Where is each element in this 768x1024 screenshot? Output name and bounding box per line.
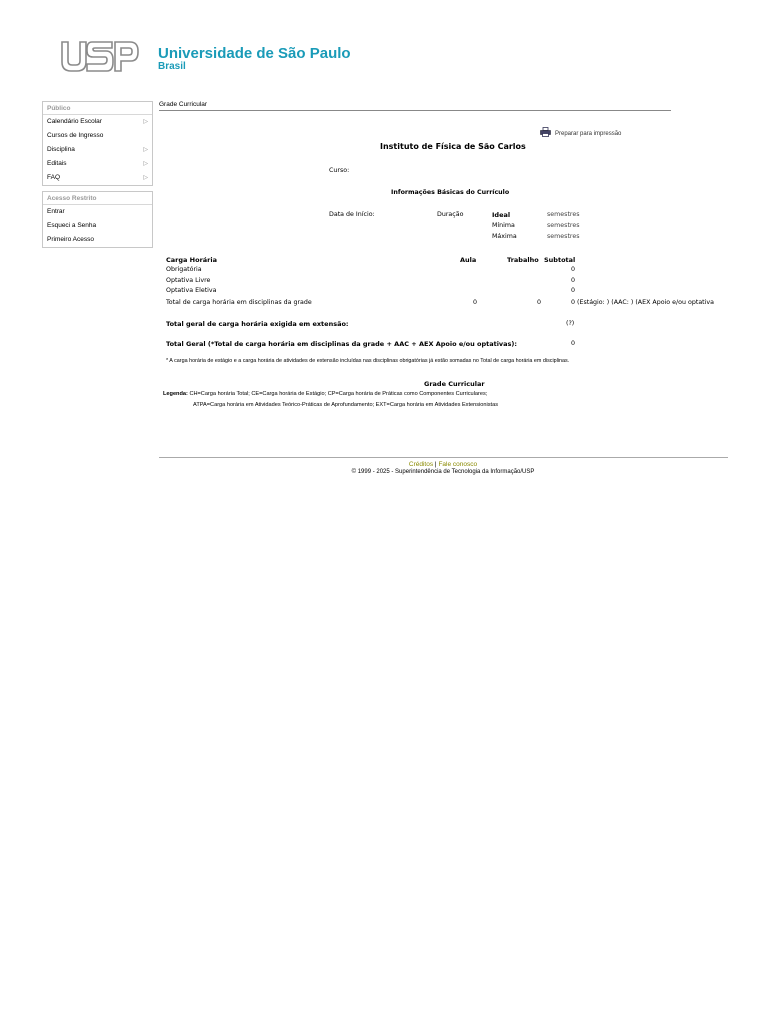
breadcrumb: Grade Curricular [159, 101, 208, 108]
row-subtotal: 0 [571, 277, 576, 284]
sidebar-item-label: Entrar [47, 208, 65, 215]
grand-total-label: Total Geral (*Total de carga horária em disciplinas da grade + AAC + AEX Apoio e/ou optativas): [166, 340, 517, 348]
duration-ideal-label: Ideal [492, 211, 511, 219]
chevron-right-icon: ▷ [143, 161, 148, 167]
sidebar-item-label: Cursos de Ingresso [47, 132, 104, 139]
chevron-right-icon: ▷ [143, 119, 148, 125]
col-subtotal: Subtotal [544, 256, 576, 264]
row-label: Optativa Livre [166, 277, 211, 284]
sidebar-item-label: FAQ [47, 174, 61, 181]
sidebar-item-calendario-escolar[interactable] [43, 115, 152, 129]
sidebar-item-label: Editais [47, 160, 67, 167]
public-menu [42, 101, 153, 186]
duration-min-label: Mínima [492, 222, 515, 229]
restricted-menu [42, 191, 153, 248]
breadcrumb-divider [159, 110, 671, 111]
legend-label: Legenda: [163, 391, 188, 397]
legend-text-1: CH=Carga horária Total; CE=Carga horária de Estágio; CP=Carga horária de Práticas como Componentes Curriculares; [189, 391, 488, 397]
restricted-menu-heading: Acesso Restrito [43, 192, 152, 205]
sidebar-item-cursos-de-ingresso[interactable] [43, 129, 152, 143]
workload-header: Carga Horária [166, 256, 217, 264]
row-subtotal: 0 [571, 266, 576, 273]
footer-divider [159, 457, 728, 458]
credits-link[interactable]: Créditos [408, 461, 434, 468]
sidebar-item-faq[interactable] [43, 171, 152, 185]
grand-total-value: 0 [571, 340, 576, 347]
sidebar-item-esqueci-a-senha[interactable] [43, 219, 152, 233]
university-country: Brasil [158, 61, 186, 72]
row-subtotal: 0 [571, 287, 576, 294]
sidebar-item-primeiro-acesso[interactable] [43, 233, 152, 247]
extension-label: Total geral de carga horária exigida em extensão: [166, 320, 349, 328]
total-subtotal: 0 (Estágio: ) (AAC: ) (AEX Apoio e/ou optativa [571, 299, 714, 306]
footer-links [0, 461, 768, 468]
sidebar-item-label: Disciplina [47, 146, 75, 153]
row-label: Obrigatória [166, 266, 202, 273]
chevron-right-icon: ▷ [143, 147, 148, 153]
col-trabalho: Trabalho [507, 256, 539, 264]
sidebar-item-label: Calendário Escolar [47, 118, 102, 125]
duration-max-label: Máxima [492, 233, 517, 240]
legend-line-1 [163, 391, 487, 397]
university-name: Universidade de São Paulo [158, 45, 351, 62]
row-label: Optativa Eletiva [166, 287, 217, 294]
basic-info-title: Informações Básicas do Currículo [391, 189, 510, 196]
course-label: Curso: [329, 167, 350, 174]
duration-label: Duração [437, 211, 464, 218]
legend-line-2: ATPA=Carga horária em Atividades Teórico-Práticas de Aprofundamento; EXT=Carga horária em Atividades Extensionistas [193, 402, 499, 408]
duration-min-unit: semestres [547, 222, 580, 229]
chevron-right-icon: ▷ [143, 175, 148, 181]
page-title: Instituto de Física de São Carlos [380, 142, 526, 151]
col-aula: Aula [460, 256, 477, 264]
public-menu-heading: Público [43, 102, 152, 115]
footer-separator: | [434, 461, 437, 468]
sidebar-item-entrar[interactable] [43, 205, 152, 219]
sidebar-item-disciplina[interactable] [43, 143, 152, 157]
duration-ideal-unit: semestres [547, 211, 580, 218]
copyright: © 1999 - 2025 - Superintendência de Tecnologia da Informação/USP [351, 469, 535, 475]
contact-link[interactable]: Fale conosco [438, 461, 478, 468]
printer-icon[interactable] [540, 127, 551, 137]
grade-title: Grade Curricular [424, 380, 485, 388]
footnote: * A carga horária de estágio e a carga horária de atividades de extensão incluídas nas disciplinas obrigatórias já estão somadas no Total de carga horária em disciplinas. [166, 358, 570, 364]
total-aula: 0 [473, 299, 478, 306]
duration-max-unit: semestres [547, 233, 580, 240]
usp-logo[interactable] [60, 40, 140, 74]
total-trabalho: 0 [537, 299, 542, 306]
total-label: Total de carga horária em disciplinas da grade [166, 299, 312, 306]
sidebar-item-editais[interactable] [43, 157, 152, 171]
sidebar-item-label: Esqueci a Senha [47, 222, 97, 229]
print-link[interactable]: Preparar para impressão [555, 131, 622, 137]
extension-value: (?) [566, 320, 575, 327]
sidebar-item-label: Primeiro Acesso [47, 236, 94, 243]
start-date-label: Data de Início: [329, 211, 375, 218]
